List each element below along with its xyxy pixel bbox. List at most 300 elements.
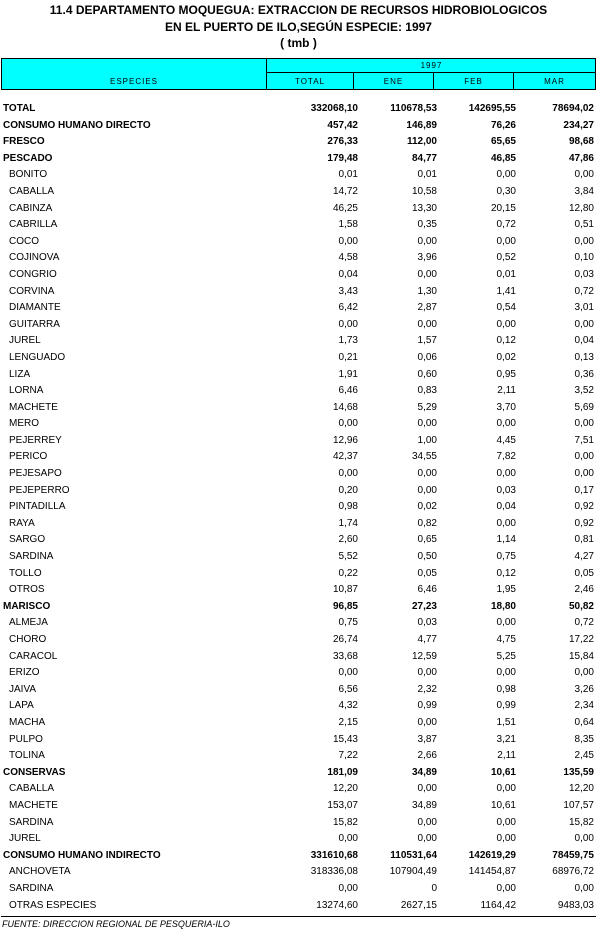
row-value-total: 1,73 — [338, 335, 358, 347]
row-label: DIAMANTE — [9, 302, 61, 314]
row-label: JUREL — [9, 833, 41, 845]
row-value-mar: 78694,02 — [552, 103, 594, 114]
row-value-mar: 50,82 — [568, 600, 594, 612]
row-value-feb: 2,11 — [497, 750, 516, 762]
row-value-mar: 17,22 — [568, 634, 594, 645]
row-value-ene: 110678,53 — [390, 103, 437, 114]
table-row — [0, 566, 597, 583]
row-label: MACHA — [9, 716, 46, 728]
row-value-feb: 0,00 — [496, 833, 516, 845]
table-row — [0, 898, 597, 915]
row-value-mar: 0,05 — [574, 567, 594, 579]
row-value-mar: 12,20 — [568, 783, 594, 795]
table-row — [0, 732, 597, 749]
row-value-feb: 3,70 — [496, 401, 516, 413]
row-value-feb: 0,54 — [496, 302, 516, 314]
row-value-feb: 0,00 — [496, 617, 516, 629]
row-value-mar: 0,00 — [574, 418, 594, 430]
row-value-total: 15,43 — [332, 733, 358, 745]
row-value-mar: 234,27 — [563, 119, 594, 131]
row-value-ene: 110531,64 — [390, 849, 437, 861]
row-value-feb: 1164,42 — [480, 899, 516, 911]
row-value-mar: 0,17 — [574, 484, 594, 496]
row-label: TOTAL — [3, 103, 36, 114]
table-row — [0, 317, 597, 334]
row-value-feb: 76,26 — [490, 119, 516, 131]
row-label: PESCADO — [3, 152, 53, 164]
table-row — [0, 234, 597, 251]
row-value-mar: 0,92 — [574, 517, 594, 529]
row-value-feb: 10,61 — [490, 799, 516, 811]
row-value-mar: 12,80 — [568, 202, 594, 214]
row-value-mar: 2,45 — [574, 750, 594, 762]
row-label: CONSUMO HUMANO INDIRECTO — [3, 849, 161, 861]
row-value-total: 10,87 — [332, 584, 358, 596]
row-value-feb: 141454,87 — [468, 866, 516, 878]
row-value-ene: 0,03 — [417, 617, 437, 629]
table-row — [0, 516, 597, 533]
row-value-total: 0,22 — [338, 567, 358, 579]
row-value-total: 0,01 — [338, 169, 358, 181]
row-value-total: 42,37 — [332, 451, 358, 463]
header-especies: ESPECIES — [109, 77, 158, 86]
row-value-ene: 10,58 — [411, 185, 437, 197]
row-value-feb: 65,65 — [490, 136, 516, 148]
table-row — [0, 118, 597, 135]
row-value-ene: 34,89 — [411, 766, 437, 778]
row-value-mar: 3,01 — [574, 302, 594, 314]
row-value-feb: 0,00 — [496, 667, 516, 679]
row-value-mar: 0,00 — [574, 468, 594, 480]
row-value-ene: 107904,49 — [389, 866, 437, 878]
row-value-ene: 5,29 — [417, 401, 437, 413]
row-label: COJINOVA — [9, 252, 60, 264]
row-label: PINTADILLA — [9, 501, 66, 513]
row-label: COCO — [9, 235, 39, 247]
table-row — [0, 250, 597, 267]
row-value-total: 318336,08 — [310, 866, 358, 878]
row-value-mar: 0,13 — [574, 351, 594, 363]
row-value-total: 0,98 — [338, 501, 358, 513]
row-value-ene: 0,00 — [417, 484, 437, 496]
row-value-ene: 0,00 — [417, 235, 437, 247]
row-label: LAPA — [9, 700, 34, 712]
row-label: CONSUMO HUMANO DIRECTO — [3, 119, 151, 131]
row-label: MACHETE — [9, 799, 58, 811]
table-title: 11.4 DEPARTAMENTO MOQUEGUA: EXTRACCION DE RECURSOS HIDROBIOLOGICOS — [49, 3, 548, 17]
row-value-feb: 142695,55 — [468, 103, 516, 114]
row-value-mar: 107,57 — [563, 799, 594, 811]
row-value-mar: 0,72 — [574, 285, 594, 297]
row-value-feb: 0,00 — [496, 783, 516, 795]
row-value-feb: 0,12 — [496, 335, 516, 347]
row-value-feb: 0,98 — [496, 683, 516, 695]
row-value-feb: 0,95 — [496, 368, 516, 380]
row-value-total: 457,42 — [327, 119, 358, 131]
row-value-ene: 146,89 — [406, 119, 437, 131]
row-value-feb: 0,00 — [496, 169, 516, 181]
row-value-total: 4,58 — [338, 252, 358, 264]
row-label: PULPO — [9, 733, 43, 745]
row-value-mar: 78459,75 — [552, 849, 594, 861]
row-value-ene: 0 — [431, 882, 437, 894]
row-value-total: 1,74 — [338, 517, 358, 529]
row-value-feb: 0,00 — [496, 235, 516, 247]
row-value-ene: 13,30 — [411, 202, 437, 214]
row-value-ene: 12,59 — [411, 650, 437, 662]
row-value-total: 0,04 — [338, 268, 358, 280]
row-label: CONGRIO — [9, 268, 57, 280]
row-value-total: 6,56 — [338, 683, 358, 695]
row-value-feb: 142619,29 — [468, 849, 516, 861]
row-value-feb: 0,00 — [496, 468, 516, 480]
row-value-feb: 0,04 — [496, 501, 516, 513]
row-value-ene: 0,00 — [417, 418, 437, 430]
row-value-total: 4,32 — [338, 700, 358, 712]
row-value-ene: 0,60 — [417, 368, 437, 380]
row-value-total: 2,60 — [338, 534, 358, 546]
row-value-mar: 0,81 — [574, 534, 594, 546]
row-value-ene: 2,32 — [417, 683, 437, 695]
row-label: FRESCO — [3, 136, 45, 148]
table-row — [0, 864, 597, 881]
row-value-feb: 0,72 — [496, 219, 516, 231]
row-value-total: 179,48 — [327, 152, 358, 164]
table-header — [1, 58, 596, 90]
table-row — [0, 682, 597, 699]
row-value-total: 0,21 — [338, 351, 358, 363]
row-value-total: 12,96 — [332, 434, 358, 446]
row-value-total: 276,33 — [327, 136, 358, 148]
row-label: SARGO — [9, 534, 46, 546]
row-value-feb: 0,52 — [496, 252, 516, 264]
table-row — [0, 815, 597, 832]
row-value-total: 1,91 — [338, 368, 358, 380]
table-row — [0, 582, 597, 599]
table-row — [0, 433, 597, 450]
row-value-ene: 0,02 — [417, 501, 437, 513]
row-label: SARDINA — [9, 816, 54, 828]
row-value-mar: 0,92 — [574, 501, 594, 513]
row-value-total: 0,00 — [338, 833, 358, 845]
row-value-mar: 4,27 — [574, 551, 594, 563]
row-value-mar: 0,00 — [574, 667, 594, 679]
row-value-ene: 1,57 — [417, 335, 437, 347]
row-value-ene: 0,06 — [417, 351, 437, 363]
row-value-ene: 0,00 — [417, 783, 437, 795]
row-value-mar: 47,86 — [568, 152, 594, 164]
row-value-total: 7,22 — [338, 750, 358, 762]
row-value-ene: 0,00 — [417, 816, 437, 828]
row-value-ene: 0,99 — [417, 700, 437, 712]
row-value-feb: 4,45 — [496, 434, 516, 446]
row-value-mar: 7,51 — [574, 434, 594, 446]
row-value-mar: 8,35 — [574, 733, 594, 745]
row-value-ene: 84,77 — [411, 152, 437, 164]
row-label: JAIVA — [9, 683, 37, 695]
row-value-feb: 46,85 — [490, 152, 516, 164]
row-label: LENGUADO — [9, 351, 66, 363]
row-value-feb: 0,12 — [496, 567, 516, 579]
row-label: SARDINA — [9, 882, 54, 894]
row-label: CABINZA — [9, 202, 53, 214]
row-value-ene: 2,87 — [417, 302, 437, 314]
row-value-mar: 9483,03 — [557, 899, 594, 911]
table-row — [0, 151, 597, 168]
row-value-total: 0,00 — [338, 468, 358, 480]
row-value-feb: 1,14 — [496, 534, 516, 546]
table-row — [0, 400, 597, 417]
row-value-mar: 0,10 — [574, 252, 594, 264]
table-row — [0, 416, 597, 433]
table-row — [0, 201, 597, 218]
row-label: JUREL — [9, 335, 41, 347]
row-value-total: 153,07 — [327, 799, 358, 811]
row-label: GUITARRA — [9, 318, 60, 330]
row-value-feb: 1,41 — [496, 285, 516, 297]
row-value-total: 181,09 — [327, 766, 358, 778]
row-value-ene: 27,23 — [411, 600, 437, 612]
source-note: FUENTE: DIRECCION REGIONAL DE PESQUERIA-ILO — [2, 919, 230, 929]
row-label: CABALLA — [9, 783, 55, 795]
row-value-ene: 0,00 — [417, 716, 437, 728]
row-value-ene: 1,00 — [417, 434, 437, 446]
row-value-mar: 3,52 — [574, 385, 594, 397]
row-value-mar: 98,68 — [568, 136, 594, 148]
row-label: MARISCO — [3, 600, 51, 612]
row-value-feb: 0,30 — [496, 185, 516, 197]
row-value-ene: 0,00 — [417, 468, 437, 480]
row-label: RAYA — [9, 517, 35, 529]
row-value-mar: 0,36 — [574, 368, 594, 380]
row-value-mar: 0,00 — [574, 235, 594, 247]
row-value-ene: 2,66 — [417, 750, 437, 762]
row-value-mar: 135,59 — [563, 766, 594, 778]
table-row — [0, 367, 597, 384]
row-value-feb: 0,00 — [496, 418, 516, 430]
row-value-ene: 34,89 — [411, 799, 437, 811]
row-value-feb: 18,80 — [490, 600, 516, 612]
table-row — [0, 848, 597, 865]
row-value-total: 26,74 — [332, 634, 358, 645]
table-row — [0, 765, 597, 782]
row-value-ene: 1,30 — [417, 285, 437, 297]
row-value-total: 14,72 — [332, 185, 358, 197]
table-row — [0, 350, 597, 367]
header-col-feb: FEB — [433, 73, 513, 90]
row-value-total: 0,75 — [338, 617, 358, 629]
table-row — [0, 599, 597, 616]
row-value-ene: 2627,15 — [400, 899, 437, 911]
row-label: TOLLO — [9, 567, 42, 579]
row-value-total: 1,58 — [338, 219, 358, 231]
row-value-mar: 0,00 — [574, 833, 594, 845]
table-row — [0, 649, 597, 666]
table-subtitle: EN EL PUERTO DE ILO,SEGÚN ESPECIE: 1997 — [165, 20, 432, 34]
row-label: CABRILLA — [9, 219, 58, 231]
row-value-mar: 2,46 — [574, 584, 594, 596]
table-row — [0, 284, 597, 301]
row-value-feb: 0,01 — [496, 268, 516, 280]
table-row — [0, 615, 597, 632]
row-value-ene: 0,00 — [417, 667, 437, 679]
row-value-ene: 112,00 — [406, 136, 437, 148]
row-value-ene: 0,35 — [417, 219, 437, 231]
table-row — [0, 715, 597, 732]
row-label: SARDINA — [9, 551, 54, 563]
row-label: CORVINA — [9, 285, 55, 297]
row-value-total: 2,15 — [338, 716, 358, 728]
row-label: LIZA — [9, 368, 31, 380]
row-value-feb: 5,25 — [496, 650, 516, 662]
row-value-feb: 10,61 — [490, 766, 516, 778]
row-value-ene: 3,96 — [417, 252, 437, 264]
row-value-ene: 0,65 — [417, 534, 437, 546]
row-value-total: 5,52 — [338, 551, 358, 563]
row-label: PEJEPERRO — [9, 484, 70, 496]
table-row — [0, 101, 597, 118]
row-label: PEJERREY — [9, 434, 62, 446]
row-value-ene: 4,77 — [417, 634, 437, 645]
table-row — [0, 333, 597, 350]
table-row — [0, 184, 597, 201]
row-value-mar: 0,72 — [574, 617, 594, 629]
row-value-total: 33,68 — [332, 650, 358, 662]
row-value-mar: 15,84 — [568, 650, 594, 662]
row-value-ene: 0,00 — [417, 268, 437, 280]
row-label: CARACOL — [9, 650, 58, 662]
row-value-mar: 0,51 — [574, 219, 594, 231]
table-row — [0, 449, 597, 466]
row-value-total: 96,85 — [332, 600, 358, 612]
row-label: PEJESAPO — [9, 468, 62, 480]
table-row — [0, 532, 597, 549]
row-value-total: 3,43 — [338, 285, 358, 297]
table-row — [0, 267, 597, 284]
row-value-ene: 6,46 — [417, 584, 437, 596]
row-value-feb: 0,00 — [496, 816, 516, 828]
row-value-total: 14,68 — [332, 401, 358, 413]
row-value-ene: 3,87 — [417, 733, 437, 745]
table-row — [0, 665, 597, 682]
row-value-feb: 0,00 — [496, 318, 516, 330]
header-col-ene: ENE — [353, 73, 433, 90]
row-value-ene: 0,50 — [417, 551, 437, 563]
row-value-ene: 0,82 — [417, 517, 437, 529]
row-value-ene: 0,00 — [417, 833, 437, 845]
table-bottom-rule — [1, 916, 596, 917]
row-value-total: 0,00 — [338, 882, 358, 894]
row-value-mar: 0,00 — [574, 451, 594, 463]
row-value-total: 6,46 — [338, 385, 358, 397]
row-value-mar: 5,69 — [574, 401, 594, 413]
row-value-total: 0,00 — [338, 667, 358, 679]
table-row — [0, 383, 597, 400]
row-value-mar: 3,26 — [574, 683, 594, 695]
table-unit: ( tmb ) — [280, 36, 317, 50]
row-label: MERO — [9, 418, 39, 430]
row-label: CONSERVAS — [3, 766, 66, 778]
row-value-mar: 0,00 — [574, 882, 594, 894]
row-label: CABALLA — [9, 185, 55, 197]
table-body — [0, 101, 597, 914]
row-label: CHORO — [9, 634, 47, 645]
row-value-total: 0,00 — [338, 418, 358, 430]
table-row — [0, 549, 597, 566]
row-value-feb: 7,82 — [496, 451, 516, 463]
row-value-mar: 0,04 — [574, 335, 594, 347]
row-label: ERIZO — [9, 667, 40, 679]
header-col-total: TOTAL — [266, 73, 353, 90]
row-value-total: 332068,10 — [310, 103, 358, 114]
row-value-feb: 0,75 — [496, 551, 516, 563]
row-label: OTROS — [9, 584, 45, 596]
row-label: ANCHOVETA — [9, 866, 71, 878]
row-value-total: 12,20 — [332, 783, 358, 795]
table-row — [0, 217, 597, 234]
row-value-feb: 1,95 — [496, 584, 516, 596]
row-value-mar: 0,00 — [574, 169, 594, 181]
table-row — [0, 483, 597, 500]
row-value-ene: 0,05 — [417, 567, 437, 579]
table-row — [0, 798, 597, 815]
row-value-feb: 0,02 — [496, 351, 516, 363]
row-value-total: 331610,68 — [310, 849, 358, 861]
row-value-total: 0,00 — [338, 235, 358, 247]
table-row — [0, 748, 597, 765]
table-row — [0, 466, 597, 483]
row-value-feb: 2,11 — [497, 385, 516, 397]
row-value-total: 6,42 — [338, 302, 358, 314]
row-value-mar: 0,64 — [574, 716, 594, 728]
row-value-feb: 0,03 — [496, 484, 516, 496]
row-value-total: 13274,60 — [316, 899, 358, 911]
row-label: LORNA — [9, 385, 44, 397]
row-value-ene: 0,01 — [417, 169, 437, 181]
row-value-feb: 1,51 — [496, 716, 516, 728]
table-row — [0, 134, 597, 151]
row-value-mar: 68976,72 — [552, 866, 594, 878]
table-row — [0, 698, 597, 715]
table-row — [0, 167, 597, 184]
row-label: BONITO — [9, 169, 48, 181]
row-value-feb: 0,99 — [496, 700, 516, 712]
row-value-feb: 20,15 — [490, 202, 516, 214]
row-value-mar: 15,82 — [568, 816, 594, 828]
table-row — [0, 300, 597, 317]
row-value-mar: 0,00 — [574, 318, 594, 330]
header-year: 1997 — [266, 59, 596, 73]
table-row — [0, 781, 597, 798]
row-label: TOLINA — [9, 750, 45, 762]
row-value-total: 0,00 — [338, 318, 358, 330]
row-value-total: 46,25 — [332, 202, 358, 214]
row-value-mar: 3,84 — [574, 185, 594, 197]
row-label: PERICO — [9, 451, 48, 463]
row-value-total: 15,82 — [332, 816, 358, 828]
row-value-ene: 0,83 — [417, 385, 437, 397]
row-value-ene: 34,55 — [411, 451, 437, 463]
header-col-mar: MAR — [513, 73, 595, 90]
row-value-mar: 0,03 — [574, 268, 594, 280]
table-row — [0, 499, 597, 516]
row-value-mar: 2,34 — [574, 700, 594, 712]
row-value-ene: 0,00 — [417, 318, 437, 330]
row-value-total: 0,20 — [338, 484, 358, 496]
table-row — [0, 632, 597, 649]
row-value-feb: 3,21 — [496, 733, 516, 745]
row-value-feb: 0,00 — [496, 882, 516, 894]
